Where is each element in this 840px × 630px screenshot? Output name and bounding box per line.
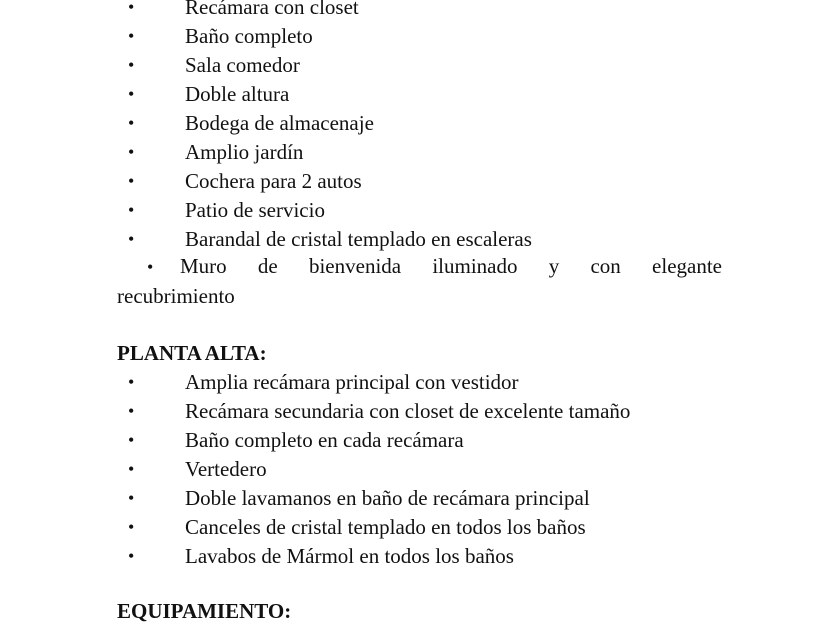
bullet: •	[128, 229, 135, 249]
section-heading-planta-alta: PLANTA ALTA:	[117, 341, 267, 365]
bullet: •	[128, 0, 135, 17]
bullet: •	[128, 401, 135, 421]
bullet: •	[128, 26, 135, 46]
section-heading-equipamiento: EQUIPAMIENTO:	[117, 599, 292, 623]
list-item-text: Amplio jardín	[185, 140, 304, 164]
bullet: •	[128, 517, 135, 537]
list-item-wrapped	[117, 252, 722, 311]
bullet: •	[128, 372, 135, 392]
list-item-text: Canceles de cristal templado en todos los baños	[185, 515, 586, 539]
list-item-text: Doble altura	[185, 82, 290, 106]
list-item-text-continuation: recubrimiento	[117, 284, 235, 308]
list-item-text: Sala comedor	[185, 53, 300, 77]
list-item-text: Doble lavamanos en baño de recámara principal	[185, 486, 590, 510]
bullet: •	[128, 84, 135, 104]
list-item-text: Cochera para 2 autos	[185, 169, 362, 193]
list-item-text: Lavabos de Mármol en todos los baños	[185, 544, 514, 568]
bullet: •	[128, 55, 135, 75]
bullet: •	[128, 200, 135, 220]
wrapped-item-first-line	[117, 252, 722, 282]
list-item-text: Baño completo	[185, 24, 313, 48]
list-item-text: Baño completo en cada recámara	[185, 428, 464, 452]
bullet: •	[128, 459, 135, 479]
bullet: •	[128, 113, 135, 133]
list-item-text: Bodega de almacenaje	[185, 111, 374, 135]
list-item-text: Recámara secundaria con closet de excelente tamaño	[185, 399, 631, 423]
list-item-text: Recámara con closet	[185, 0, 359, 19]
list-item-text: Patio de servicio	[185, 198, 325, 222]
bullet: •	[128, 142, 135, 162]
bullet: •	[128, 488, 135, 508]
bullet: •	[128, 430, 135, 450]
bullet: •	[147, 257, 154, 277]
bullet: •	[128, 171, 135, 191]
list-item-text: Muro de bienvenida iluminado y con elegante	[180, 254, 722, 278]
list-item-text: Vertedero	[185, 457, 267, 481]
list-item-text: Barandal de cristal templado en escaleras	[185, 227, 532, 251]
bullet: •	[128, 546, 135, 566]
list-item-text: Amplia recámara principal con vestidor	[185, 370, 519, 394]
